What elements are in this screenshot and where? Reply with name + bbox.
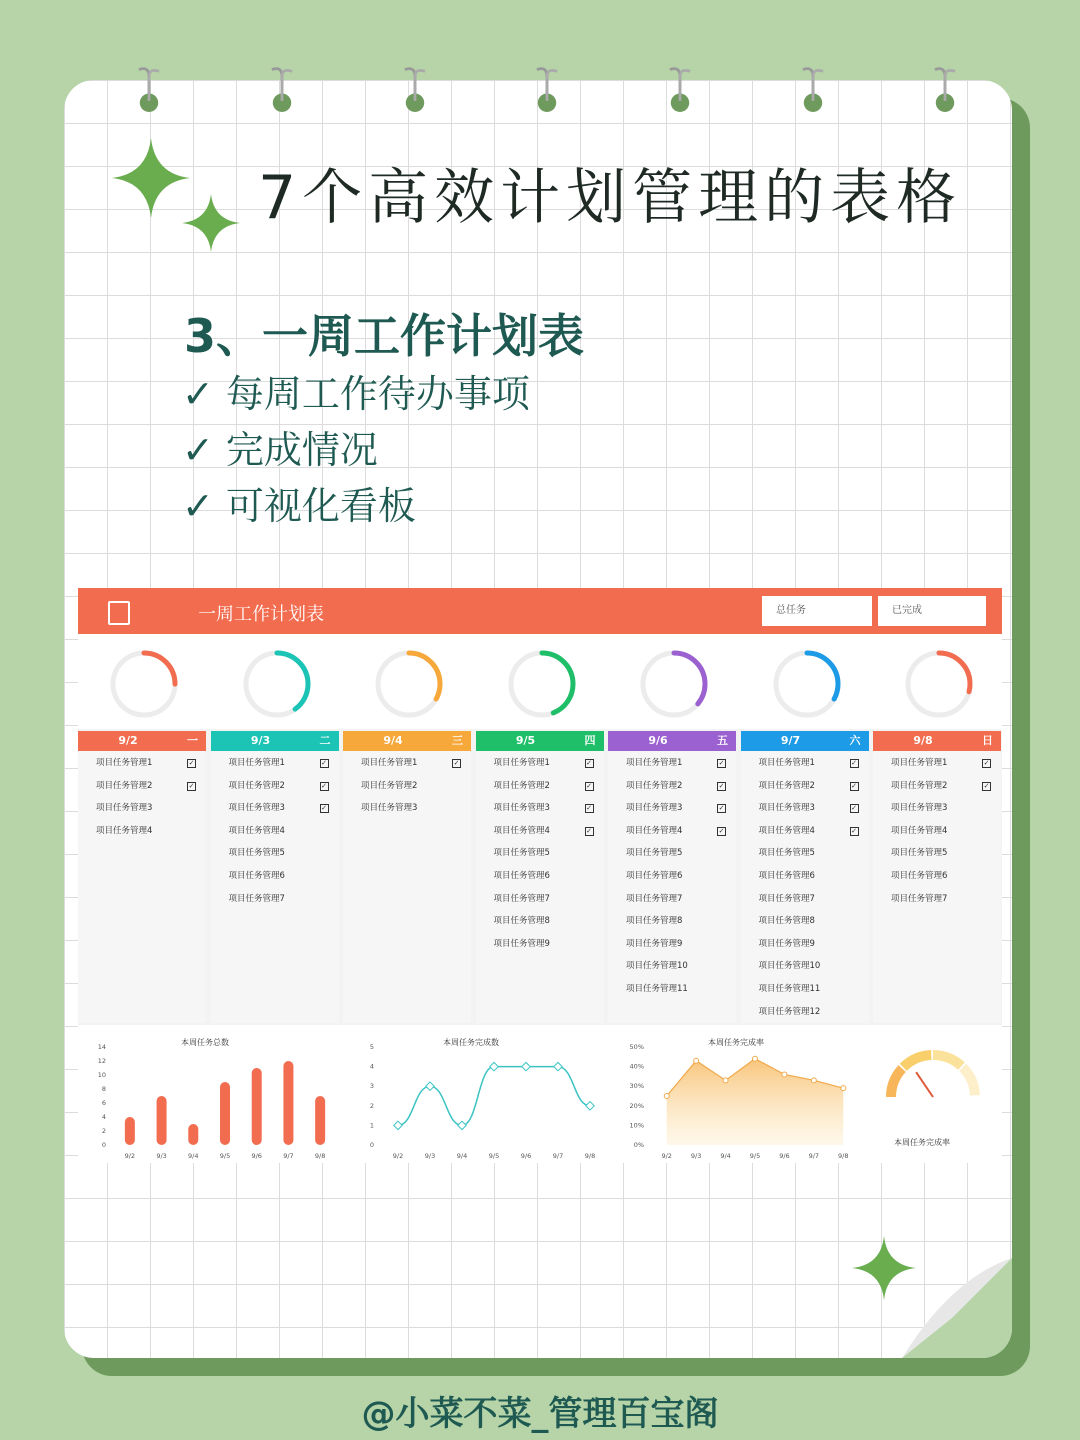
x-tick-label: 9/7 <box>283 1152 294 1160</box>
checkbox-checked-icon[interactable]: ✓ <box>718 759 725 767</box>
day-column <box>343 731 471 1023</box>
progress-donut <box>638 648 710 720</box>
y-tick-label: 12 <box>97 1057 106 1065</box>
task-item[interactable]: 项目任务管理7 <box>891 893 948 904</box>
task-item[interactable]: 项目任务管理4 ✓ <box>493 825 592 836</box>
section-title: 3、一周工作计划表 <box>184 309 585 363</box>
task-item[interactable]: 项目任务管理2 ✓ <box>758 780 857 791</box>
task-item[interactable]: 项目任务管理5 <box>493 848 550 859</box>
binder-ring-icon <box>530 64 564 112</box>
progress-donuts <box>78 634 1002 729</box>
area-fill <box>667 1059 844 1145</box>
progress-donut <box>771 648 843 720</box>
x-tick-label: 9/2 <box>124 1152 136 1160</box>
day-weekday: 日 <box>982 734 993 747</box>
task-item[interactable]: 项目任务管理3 ✓ <box>626 803 725 814</box>
task-item[interactable]: 项目任务管理2 ✓ <box>493 780 592 791</box>
bar <box>125 1117 135 1145</box>
task-item[interactable]: 项目任务管理3 <box>891 803 948 814</box>
progress-donut <box>241 648 313 720</box>
data-point <box>694 1058 699 1063</box>
task-item[interactable]: 项目任务管理1 ✓ <box>493 758 592 768</box>
page-title: 7个高效计划管理的表格 <box>258 163 963 233</box>
binder-ring-icon <box>265 64 299 112</box>
x-tick-label: 9/5 <box>219 1152 231 1160</box>
dashboard-header <box>78 588 1002 634</box>
x-tick-label: 9/4 <box>188 1152 199 1160</box>
gauge-segment <box>933 1055 961 1066</box>
charts-panel <box>78 1025 1002 1163</box>
checkbox-checked-icon[interactable]: ✓ <box>321 781 327 790</box>
checkbox-checked-icon[interactable]: ✓ <box>851 759 857 767</box>
binder-ring-icon <box>132 64 166 112</box>
checkbox-checked-icon[interactable]: ✓ <box>983 781 990 790</box>
y-tick-label: 8 <box>101 1085 106 1093</box>
task-item[interactable]: 项目任务管理3 ✓ <box>493 803 592 814</box>
gauge-chart <box>878 1045 988 1125</box>
day-header <box>78 731 206 751</box>
task-item[interactable]: 项目任务管理5 <box>758 848 815 859</box>
x-tick-label: 9/6 <box>520 1152 532 1160</box>
x-tick-label: 9/3 <box>156 1152 167 1160</box>
day-header <box>211 731 339 751</box>
progress-donut <box>903 648 975 720</box>
checkbox-checked-icon[interactable]: ✓ <box>718 781 725 790</box>
checkbox-checked-icon[interactable]: ✓ <box>188 781 195 790</box>
checkbox-checked-icon[interactable]: ✓ <box>586 804 592 813</box>
task-item[interactable]: 项目任务管理4 ✓ <box>758 825 857 836</box>
day-header <box>608 731 736 751</box>
y-tick-label: 10 <box>97 1071 106 1079</box>
chart-title: 本周任务完成率 <box>708 1038 764 1047</box>
y-tick-label: 14 <box>97 1043 106 1051</box>
task-item[interactable]: 项目任务管理10 <box>626 961 688 972</box>
day-column <box>476 731 604 1023</box>
checkbox-checked-icon[interactable]: ✓ <box>586 781 592 790</box>
progress-donut <box>373 648 445 720</box>
footer-credit: @小菜不菜_管理百宝阁 <box>361 1394 719 1434</box>
chart-title: 本周任务完成率 <box>894 1138 950 1147</box>
day-column <box>608 731 736 1023</box>
gauge-segment <box>963 1067 975 1095</box>
checkbox-checked-icon[interactable]: ✓ <box>851 804 857 813</box>
checkbox-checked-icon[interactable]: ✓ <box>321 759 327 767</box>
binder-ring-icon <box>928 64 962 112</box>
x-tick-label: 9/8 <box>314 1152 326 1160</box>
task-item[interactable]: 项目任务管理3 <box>96 803 153 814</box>
day-weekday: 二 <box>319 734 331 747</box>
y-tick-label: 0 <box>101 1141 106 1149</box>
data-point <box>723 1078 728 1083</box>
chart-line <box>358 1025 616 1163</box>
y-tick-label: 4 <box>101 1113 106 1121</box>
x-tick-label: 9/4 <box>456 1152 468 1160</box>
x-tick-label: 9/3 <box>690 1152 702 1160</box>
bar <box>252 1068 262 1145</box>
task-item[interactable]: 项目任务管理2 ✓ <box>891 780 990 791</box>
task-item[interactable]: 项目任务管理9 <box>758 938 815 949</box>
task-item[interactable]: 项目任务管理1 ✓ <box>891 758 990 768</box>
y-tick-label: 4 <box>369 1062 374 1071</box>
x-tick-label: 9/5 <box>488 1152 500 1160</box>
task-item[interactable]: 项目任务管理7 <box>228 893 285 904</box>
day-weekday: 五 <box>717 734 728 747</box>
data-point <box>586 1102 594 1110</box>
day-header <box>873 731 1001 751</box>
weekly-plan-dashboard <box>78 588 1002 1163</box>
x-tick-label: 9/8 <box>838 1152 849 1160</box>
checkbox-checked-icon[interactable]: ✓ <box>718 804 725 813</box>
task-item[interactable]: 项目任务管理5 <box>891 848 948 859</box>
day-column <box>873 731 1001 1023</box>
checkbox-checked-icon[interactable]: ✓ <box>718 826 725 835</box>
y-tick-label: 20% <box>629 1101 644 1110</box>
task-item[interactable]: 项目任务管理1 ✓ <box>361 758 460 768</box>
gauge-segment <box>891 1069 902 1097</box>
series-line <box>398 1067 590 1126</box>
task-item[interactable]: 项目任务管理6 <box>891 870 948 881</box>
day-date: 9/4 <box>383 734 403 747</box>
day-header <box>741 731 869 751</box>
day-weekday: 三 <box>452 734 463 747</box>
task-item[interactable]: 项目任务管理6 <box>228 870 285 881</box>
checkbox-checked-icon[interactable]: ✓ <box>188 759 195 767</box>
task-item[interactable]: 项目任务管理6 <box>626 870 683 881</box>
data-point <box>554 1062 562 1070</box>
checkbox-checked-icon[interactable]: ✓ <box>586 826 592 835</box>
day-column <box>78 731 206 1023</box>
task-item[interactable]: 项目任务管理1 ✓ <box>228 758 327 768</box>
binder-ring-icon <box>398 64 432 112</box>
bar <box>157 1096 167 1145</box>
day-date: 9/6 <box>648 734 668 747</box>
x-tick-label: 9/3 <box>424 1152 436 1160</box>
feature-item: ✓ 可视化看板 <box>182 484 416 528</box>
task-item[interactable]: 项目任务管理7 <box>758 893 815 904</box>
data-point <box>753 1056 758 1061</box>
y-tick-label: 30% <box>629 1082 644 1091</box>
day-weekday: 一 <box>187 734 198 747</box>
y-tick-label: 6 <box>101 1099 106 1107</box>
task-item[interactable]: 项目任务管理5 <box>228 848 285 859</box>
sparkle-large-icon <box>112 138 190 218</box>
chart-title: 本周任务完成数 <box>443 1038 499 1047</box>
task-item[interactable]: 项目任务管理11 <box>626 983 688 994</box>
progress-donut <box>506 648 578 720</box>
task-item[interactable]: 项目任务管理4 ✓ <box>626 825 725 836</box>
bar <box>283 1061 293 1145</box>
gauge-segment <box>903 1055 931 1067</box>
x-tick-label: 9/2 <box>661 1152 672 1160</box>
x-tick-label: 9/4 <box>720 1152 731 1160</box>
checkbox-checked-icon[interactable]: ✓ <box>453 759 460 767</box>
chart-bar <box>90 1025 346 1163</box>
task-item[interactable]: 项目任务管理7 <box>626 893 683 904</box>
data-point <box>394 1121 402 1129</box>
y-tick-label: 0 <box>369 1141 374 1149</box>
x-tick-label: 9/7 <box>552 1152 564 1160</box>
bar <box>188 1124 198 1145</box>
y-tick-label: 2 <box>369 1101 374 1110</box>
bar <box>220 1082 230 1145</box>
dashboard-title: 一周工作计划表 <box>198 604 324 625</box>
feature-item: ✓ 每周工作待办事项 <box>182 372 530 416</box>
task-item[interactable]: 项目任务管理1 ✓ <box>626 758 725 768</box>
y-tick-label: 40% <box>629 1062 644 1071</box>
task-item[interactable]: 项目任务管理6 <box>493 870 550 881</box>
y-tick-label: 2 <box>101 1127 106 1135</box>
task-item[interactable]: 项目任务管理3 ✓ <box>758 803 857 814</box>
task-item[interactable]: 项目任务管理2 <box>361 780 418 791</box>
y-tick-label: 0% <box>633 1141 644 1149</box>
checkbox-checked-icon[interactable]: ✓ <box>851 781 857 790</box>
y-tick-label: 3 <box>369 1082 374 1091</box>
checkbox-checked-icon[interactable]: ✓ <box>586 759 592 767</box>
task-item[interactable]: 项目任务管理2 ✓ <box>626 780 725 791</box>
data-point <box>458 1121 466 1129</box>
x-tick-label: 9/6 <box>779 1152 790 1160</box>
checkbox-checked-icon[interactable]: ✓ <box>983 759 990 767</box>
task-item[interactable]: 项目任务管理8 <box>758 916 815 927</box>
task-item[interactable]: 项目任务管理7 <box>493 893 550 904</box>
day-column <box>211 731 339 1023</box>
chart-area <box>628 1025 868 1163</box>
task-item[interactable]: 项目任务管理11 <box>758 983 821 994</box>
task-item[interactable]: 项目任务管理4 <box>228 825 285 836</box>
task-item[interactable]: 项目任务管理9 <box>493 938 550 949</box>
data-point <box>522 1062 530 1070</box>
task-item[interactable]: 项目任务管理9 <box>626 938 683 949</box>
data-point <box>490 1062 498 1070</box>
task-item[interactable]: 项目任务管理2 ✓ <box>228 780 327 791</box>
gauge-needle <box>916 1072 933 1097</box>
x-tick-label: 9/6 <box>251 1152 262 1160</box>
sparkle-small-icon <box>182 194 240 252</box>
day-header <box>476 731 604 751</box>
day-date: 9/7 <box>780 734 801 747</box>
task-item[interactable]: 项目任务管理4 <box>891 825 948 836</box>
task-item[interactable]: 项目任务管理5 <box>626 848 683 859</box>
feature-item: ✓ 完成情况 <box>182 428 378 472</box>
task-item[interactable]: 项目任务管理10 <box>758 961 821 972</box>
total-tasks-field[interactable]: 总任务 <box>762 596 872 626</box>
day-date: 9/3 <box>250 734 271 747</box>
y-tick-label: 1 <box>369 1121 374 1130</box>
task-item[interactable]: 项目任务管理2 ✓ <box>96 780 195 791</box>
day-weekday: 六 <box>849 734 861 747</box>
task-item[interactable]: 项目任务管理6 <box>758 870 815 881</box>
x-tick-label: 9/5 <box>749 1152 761 1160</box>
completed-field[interactable]: 已完成 <box>878 596 986 626</box>
data-point <box>841 1086 846 1091</box>
task-item[interactable]: 项目任务管理1 ✓ <box>96 758 195 768</box>
data-point <box>426 1082 434 1090</box>
x-tick-label: 9/7 <box>808 1152 820 1160</box>
day-date: 9/8 <box>913 734 933 747</box>
x-tick-label: 9/8 <box>584 1152 596 1160</box>
checkbox-checked-icon[interactable]: ✓ <box>851 826 857 835</box>
day-date: 9/2 <box>118 734 138 747</box>
task-item[interactable]: 项目任务管理3 <box>361 803 418 814</box>
task-item[interactable]: 项目任务管理12 <box>758 1006 821 1017</box>
progress-donut <box>108 648 180 720</box>
chart-title: 本周任务总数 <box>181 1038 229 1047</box>
day-column <box>741 731 869 1023</box>
bar <box>315 1096 325 1145</box>
task-item[interactable]: 项目任务管理3 ✓ <box>228 803 327 814</box>
spreadsheet-icon <box>108 601 130 625</box>
task-item[interactable]: 项目任务管理8 <box>626 916 683 927</box>
task-item[interactable]: 项目任务管理4 <box>96 825 153 836</box>
x-tick-label: 9/2 <box>392 1152 404 1160</box>
y-tick-label: 5 <box>369 1043 374 1051</box>
task-item[interactable]: 项目任务管理1 ✓ <box>758 758 857 768</box>
data-point <box>664 1094 669 1099</box>
binder-ring-icon <box>663 64 697 112</box>
binder-ring-icon <box>796 64 830 112</box>
checkbox-checked-icon[interactable]: ✓ <box>321 804 327 813</box>
y-tick-label: 10% <box>629 1121 644 1130</box>
sparkle-bottom-icon <box>852 1236 916 1300</box>
task-item[interactable]: 项目任务管理8 <box>493 916 550 927</box>
day-weekday: 四 <box>584 734 596 747</box>
day-header <box>343 731 471 751</box>
feature-list <box>182 366 530 534</box>
y-tick-label: 50% <box>629 1043 644 1051</box>
data-point <box>811 1078 816 1083</box>
day-date: 9/5 <box>515 734 536 747</box>
data-point <box>782 1072 787 1077</box>
